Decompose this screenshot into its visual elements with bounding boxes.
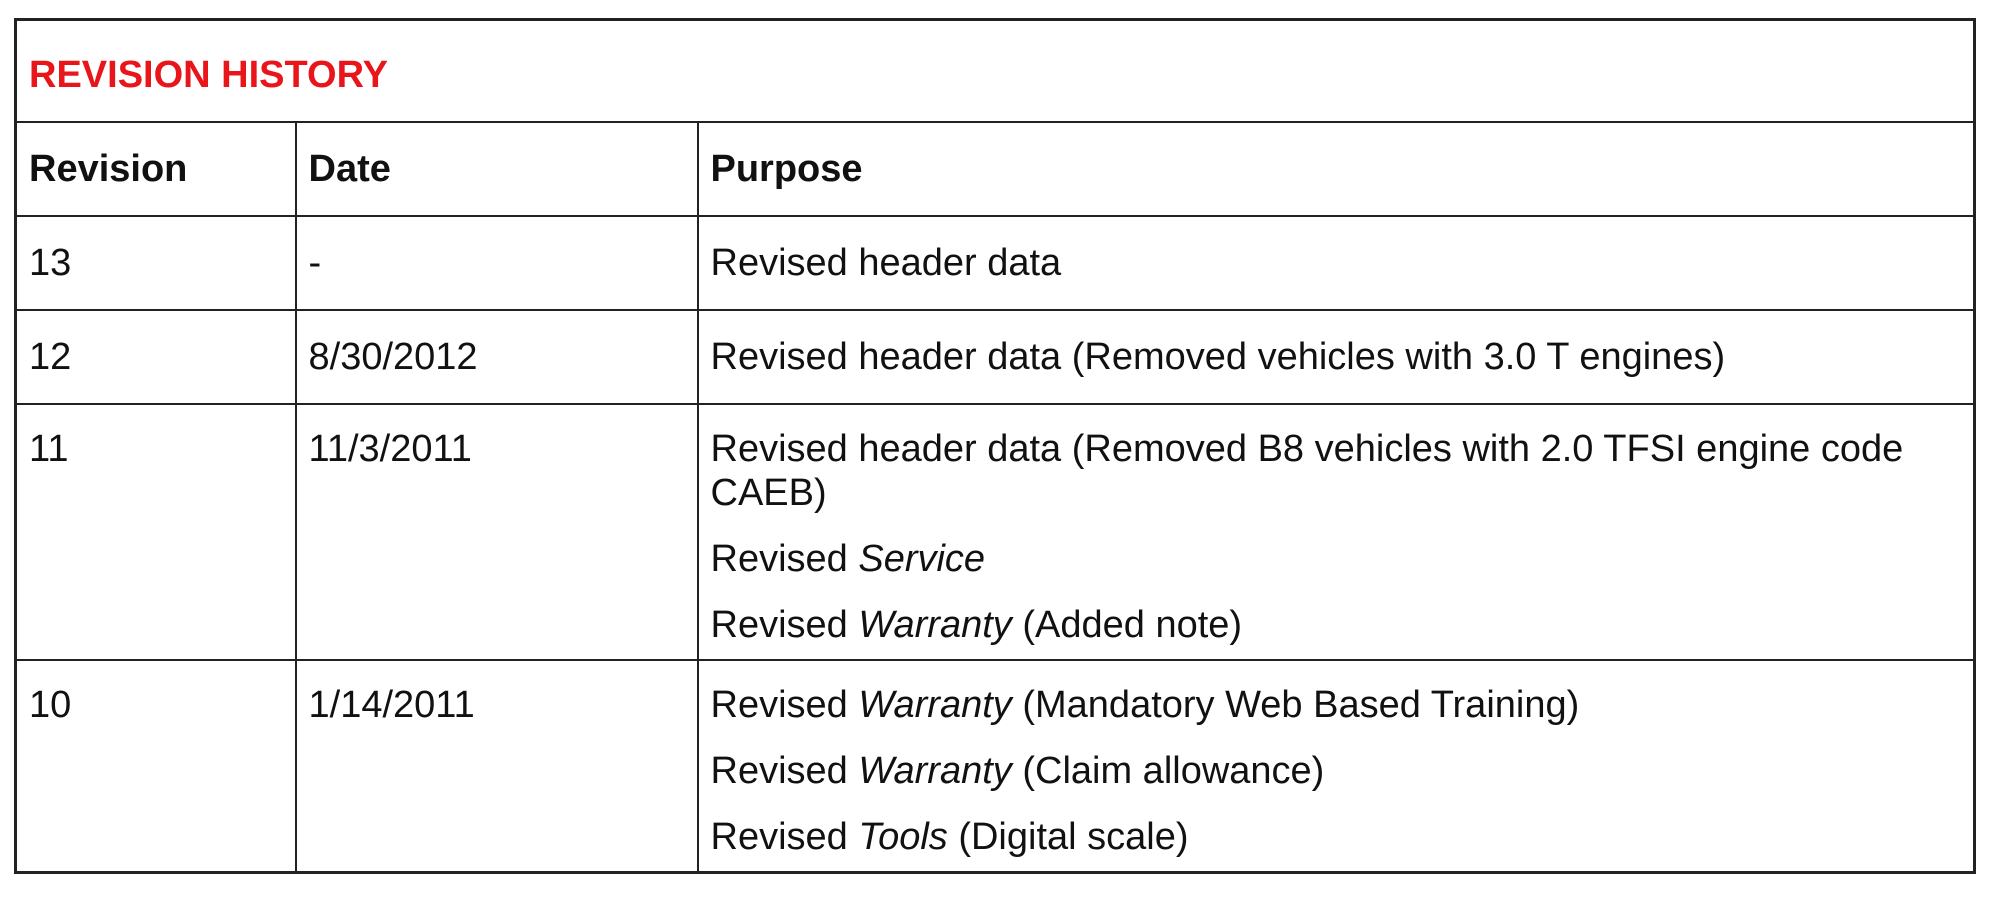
purpose-prefix: Revised — [710, 604, 859, 646]
header-row — [16, 122, 1975, 216]
purpose-suffix: (Digital scale) — [947, 816, 1189, 858]
purpose-cell — [698, 216, 1975, 310]
column-header-purpose: Purpose — [698, 122, 1975, 216]
purpose-section-name: Tools — [858, 816, 948, 858]
purpose-section-name: Warranty — [858, 750, 1012, 792]
revision-cell: 12 — [16, 310, 296, 404]
purpose-line — [711, 683, 1934, 727]
table-row — [16, 404, 1975, 660]
purpose-line — [711, 603, 1934, 647]
date-cell: 11/3/2011 — [296, 404, 698, 660]
purpose-line — [711, 427, 1934, 515]
revision-cell: 10 — [16, 660, 296, 873]
column-header-date: Date — [296, 122, 698, 216]
purpose-suffix: (Mandatory Web Based Training) — [1011, 684, 1580, 726]
table-title: REVISION HISTORY — [16, 20, 1975, 123]
purpose-prefix: Revised — [710, 538, 859, 580]
table-row — [16, 310, 1975, 404]
table-row — [16, 216, 1975, 310]
purpose-text: Revised header data (Removed B8 vehicles with 2.0 TFSI engine code CAEB) — [710, 428, 1904, 514]
purpose-cell — [698, 310, 1975, 404]
purpose-text: Revised header data (Removed vehicles with 3.0 T engines) — [710, 336, 1726, 378]
purpose-cell — [698, 404, 1975, 660]
revision-cell: 11 — [16, 404, 296, 660]
purpose-line — [711, 335, 1962, 379]
revision-history-table — [14, 18, 1976, 874]
purpose-line — [711, 815, 1934, 859]
purpose-section-name: Warranty — [858, 684, 1012, 726]
date-cell: 8/30/2012 — [296, 310, 698, 404]
purpose-section-name: Service — [858, 538, 986, 580]
table-row — [16, 660, 1975, 873]
purpose-line — [711, 537, 1934, 581]
purpose-prefix: Revised — [710, 816, 859, 858]
date-cell: 1/14/2011 — [296, 660, 698, 873]
purpose-text: Revised header data — [710, 242, 1062, 284]
purpose-cell — [698, 660, 1975, 873]
purpose-suffix: (Claim allowance) — [1011, 750, 1325, 792]
purpose-line — [711, 241, 1962, 285]
purpose-line — [711, 749, 1934, 793]
purpose-prefix: Revised — [710, 750, 859, 792]
revision-cell: 13 — [16, 216, 296, 310]
purpose-section-name: Warranty — [858, 604, 1012, 646]
date-cell: - — [296, 216, 698, 310]
purpose-prefix: Revised — [710, 684, 859, 726]
title-row — [16, 20, 1975, 123]
column-header-revision: Revision — [16, 122, 296, 216]
purpose-suffix: (Added note) — [1011, 604, 1243, 646]
